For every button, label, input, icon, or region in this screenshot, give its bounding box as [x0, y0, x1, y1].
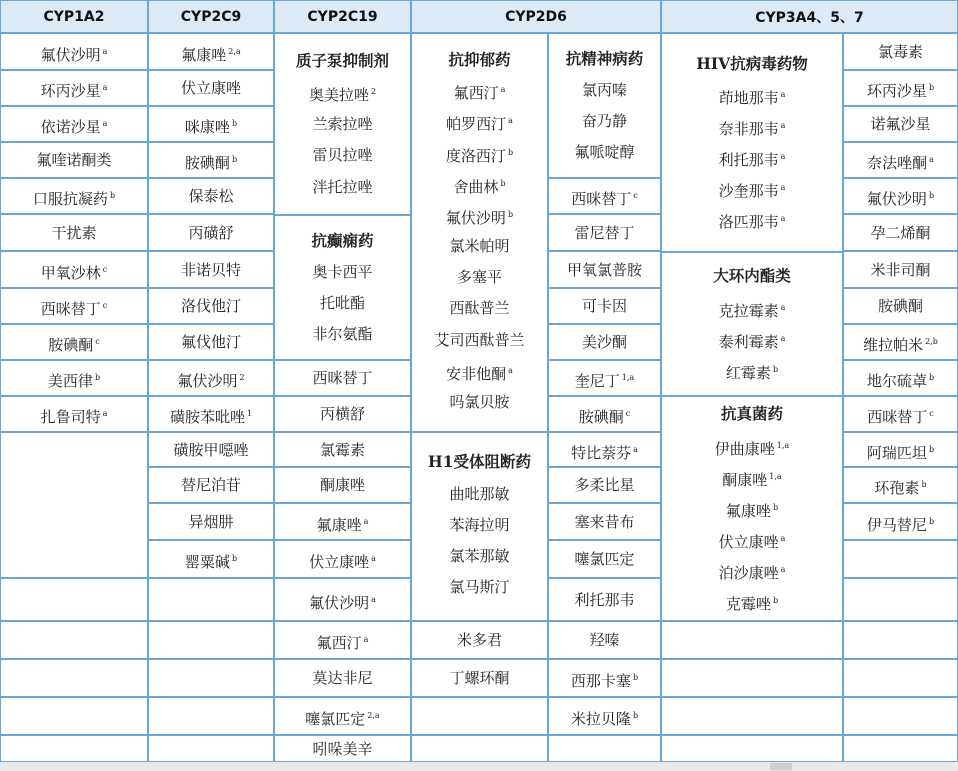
- cyp3a4-empty: [661, 659, 843, 697]
- cyp2c9-drug: 洛伐他汀: [180, 297, 241, 315]
- cyp1a2-drug: 甲氧沙林 $^c$: [40, 263, 108, 282]
- cyp3a4-empty: [843, 659, 958, 697]
- cyp2c9-drug: 异烟肼: [188, 512, 234, 531]
- cyp2c19-drug: 托吡酯: [319, 294, 365, 312]
- cyp3a4-hiv-title: HIV抗病毒药物: [696, 54, 808, 73]
- cyp2d6-drug: 米多君: [456, 631, 502, 649]
- cyp2d6-drug: 艾司西酞普兰: [434, 331, 525, 349]
- cyp3a4-drug: 氯毒素: [877, 42, 923, 61]
- cyp2c19-drug: 噻氯匹定 $^{2,a}$: [305, 710, 380, 728]
- cyp2d6-drug: 度洛西汀 $^b$: [445, 147, 514, 165]
- cyp3a4-drug: 伏立康唑 $^a$: [718, 533, 786, 551]
- cyp2c19-drug: 丙横舒: [319, 405, 365, 423]
- cyp2c9-empty: [148, 659, 274, 697]
- cyp2d6-drug: 西酞普兰: [449, 299, 510, 317]
- cyp2d6-drug: 胺碘酮 $^c$: [578, 408, 631, 426]
- cyp3a4-drug: 酮康唑 $^{1,a}$: [722, 471, 782, 489]
- cyp3a4-empty: [661, 621, 843, 659]
- page-icon: [770, 763, 792, 770]
- cyp2d6-drug: 利托那韦: [574, 590, 635, 609]
- cyp1a2-empty: [0, 735, 148, 762]
- cyp3a4-macrolide-title: 大环内酯类: [713, 266, 791, 285]
- cyp2c19-drug: 氯霉素: [319, 440, 365, 459]
- cyp2c9-drug: 氟伏沙明 $^2$: [177, 372, 245, 390]
- cyp3a4-drug: 米非司酮: [870, 260, 931, 279]
- cyp2c19-antiepileptic-title: 抗癫痫药: [311, 231, 374, 250]
- cyp1a2-empty: [0, 697, 148, 735]
- cyp3a4-drug: 地尔硫䓬 $^b$: [866, 372, 935, 390]
- cyp3a4-drug: 泰利霉素 $^a$: [718, 333, 786, 351]
- cyp3a4-antifungal-title: 抗真菌药: [720, 404, 783, 423]
- cyp2d6-drug: 氯马斯汀: [449, 578, 510, 596]
- cyp2c9-drug: 氟康唑 $^{2,a}$: [181, 45, 241, 64]
- cyp2c9-drug: 丙磺舒: [188, 223, 234, 242]
- cyp2c9-drug: 伏立康唑: [180, 79, 241, 97]
- cyp3a4-empty: [661, 735, 843, 762]
- cyp2c9-drug: 非诺贝特: [180, 260, 241, 279]
- cyp2d6-drug: 奎尼丁 $^{1,a}$: [574, 372, 635, 390]
- cyp2d6-drug: 多柔比星: [574, 476, 635, 494]
- cyp2c9-drug: 磺胺甲噁唑: [173, 440, 249, 459]
- cyp2c19-drug: 非尔氨酯: [312, 325, 373, 343]
- cyp1a2-drug: 口服抗凝药 $^b$: [32, 190, 116, 208]
- cyp2c9-drug: 罂粟碱 $^b$: [184, 553, 238, 571]
- cyp2c19-drug: 泮托拉唑: [312, 178, 373, 196]
- cyp2c19-ppi-title: 质子泵抑制剂: [295, 51, 389, 70]
- header-cyp2d6: CYP2D6: [411, 0, 661, 33]
- cyp2d6-drug: 奋乃静: [581, 112, 627, 130]
- cyp3a4-drug: 红霉素 $^b$: [725, 364, 779, 382]
- cyp2d6-drug: 苯海拉明: [449, 516, 510, 534]
- cyp3a4-drug: 环孢素 $^b$: [874, 479, 927, 497]
- cyp1a2-empty: [0, 659, 148, 697]
- header-cyp2c19: CYP2C19: [274, 0, 411, 33]
- cyp1a2-drug: 扎鲁司特 $^a$: [40, 408, 108, 426]
- cyp2d6-drug: 羟嗪: [589, 631, 620, 649]
- cyp3a4-drug: 沙奎那韦 $^a$: [718, 182, 786, 200]
- cyp2c19-drug: 奥美拉唑 $^2$: [308, 86, 377, 104]
- cyp2d6-empty: [548, 735, 661, 762]
- cyp2d6-drug: 舍曲林 $^b$: [453, 178, 506, 196]
- cyp3a4-drug: 利托那韦 $^a$: [718, 151, 786, 169]
- cyp2c19-drug: 兰索拉唑: [312, 115, 373, 133]
- cyp3a4-drug: 西咪替丁 $^c$: [867, 408, 934, 426]
- cyp2d6-drug: 美沙酮: [581, 333, 627, 351]
- cyp2d6-drug: 米拉贝隆 $^b$: [570, 710, 639, 728]
- cyp2d6-drug: 西咪替丁 $^c$: [571, 190, 638, 208]
- cyp2d6-drug: 氯米帕明: [449, 237, 510, 255]
- cyp1a2-drug: 胺碘酮 $^c$: [48, 336, 100, 354]
- cyp3a4-drug: 维拉帕米 $^{2,b}$: [863, 336, 938, 354]
- cyp2d6-empty: [411, 735, 548, 762]
- cyp2d6-drug: 氟西汀 $^a$: [453, 84, 506, 102]
- cyp3a4-empty: [843, 578, 958, 621]
- cyp3a4-drug: 阿瑞匹坦 $^b$: [866, 443, 935, 462]
- cyp2c9-drug: 氟伐他汀: [180, 333, 241, 351]
- cyp2d6-drug: 塞来昔布: [574, 512, 635, 531]
- cyp3a4-empty: [843, 735, 958, 762]
- cyp3a4-drug: 伊曲康唑 $^{1,a}$: [714, 440, 790, 458]
- cyp1a2-drug: 干扰素: [51, 223, 97, 242]
- cyp2c19-drug: 酮康唑: [319, 476, 365, 494]
- cyp2d6-drug: 西那卡塞 $^b$: [570, 672, 639, 690]
- cyp2d6-drug: 可卡因: [581, 297, 627, 315]
- cyp2c9-empty: [148, 735, 274, 762]
- cyp1a2-drug: 氟喹诺酮类: [36, 151, 112, 169]
- cyp3a4-drug: 茚地那韦 $^a$: [718, 89, 786, 107]
- cyp1a2-drug: 西咪替丁 $^c$: [40, 300, 108, 318]
- cyp2d6-antidepressant-title: 抗抑郁药: [448, 50, 511, 69]
- cyp3a4-drug: 克拉霉素 $^a$: [718, 302, 786, 320]
- cyp2c19-drug: 氟伏沙明 $^a$: [309, 593, 376, 612]
- cyp2c9-drug: 咪康唑 $^b$: [184, 118, 238, 136]
- cyp2d6-drug: 曲吡那敏: [449, 485, 510, 503]
- cyp2c19-drug: 西咪替丁: [312, 369, 373, 387]
- cyp1a2-empty: [0, 432, 148, 578]
- cyp3a4-empty: [843, 621, 958, 659]
- cyp2d6-antipsychotic-title: 抗精神病药: [565, 49, 644, 68]
- cyp2c9-drug: 替尼泊苷: [180, 476, 241, 494]
- cyp3a4-drug: 环丙沙星 $^b$: [866, 82, 935, 100]
- cyp2c19-drug: 氟康唑 $^a$: [316, 515, 369, 534]
- cyp2c19-drug: 伏立康唑 $^a$: [309, 553, 376, 571]
- cyp2c19-drug: 吲哚美辛: [312, 739, 373, 758]
- cyp3a4-drug: 奈法唑酮 $^a$: [867, 154, 934, 172]
- cyp3a4-empty: [843, 540, 958, 578]
- cyp1a2-drug: 依诺沙星 $^a$: [40, 118, 108, 136]
- cyp3a4-drug: 克霉唑 $^b$: [725, 595, 779, 613]
- cyp2d6-drug: 噻氯匹定: [574, 550, 635, 568]
- cyp1a2-drug: 美西律 $^b$: [47, 372, 101, 390]
- cyp2d6-drug: 吗氯贝胺: [449, 393, 510, 411]
- cyp2d6-h1-title: H1受体阻断药: [428, 452, 531, 471]
- cyp3a4-drug: 胺碘酮: [877, 297, 923, 315]
- cyp3a4-drug: 伊马替尼 $^b$: [866, 515, 935, 534]
- cyp3a4-empty: [661, 697, 843, 735]
- footer-bar: [0, 762, 958, 771]
- cyp2c9-drug: 磺胺苯吡唑 $^1$: [169, 408, 253, 426]
- cyp2d6-drug: 多塞平: [456, 268, 502, 286]
- cyp2d6-drug: 安非他酮 $^a$: [446, 365, 513, 383]
- cyp2c19-drug: 雷贝拉唑: [312, 146, 373, 164]
- cyp1a2-empty: [0, 578, 148, 621]
- cyp2c9-empty: [148, 578, 274, 621]
- cyp3a4-drug: 孕二烯酮: [870, 223, 931, 242]
- cyp3a4-drug: 洛匹那韦 $^a$: [718, 213, 786, 231]
- cyp1a2-drug: 氟伏沙明 $^a$: [40, 45, 108, 64]
- cyp2c9-empty: [148, 697, 274, 735]
- cyp3a4-drug: 氟伏沙明 $^b$: [866, 190, 935, 208]
- cyp3a4-drug: 氟康唑 $^b$: [725, 502, 779, 520]
- header-cyp2c9: CYP2C9: [148, 0, 274, 33]
- cyp2d6-drug: 氟伏沙明 $^b$: [445, 209, 514, 227]
- cyp1a2-empty: [0, 621, 148, 659]
- cyp2d6-drug: 特比萘芬 $^a$: [571, 443, 638, 462]
- cyp2c9-drug: 胺碘酮 $^b$: [184, 154, 238, 172]
- header-cyp3a4: CYP3A4、5、7: [661, 0, 958, 33]
- cyp2d6-drug: 氟哌啶醇: [574, 143, 635, 161]
- cyp3a4-empty: [843, 697, 958, 735]
- cyp2d6-empty: [411, 697, 548, 735]
- cyp2c19-drug: 莫达非尼: [312, 669, 373, 687]
- cyp2c9-empty: [148, 621, 274, 659]
- cyp2c19-drug: 氟西汀 $^a$: [316, 634, 369, 652]
- cyp2d6-drug: 丁螺环酮: [449, 669, 510, 687]
- cyp2d6-drug: 甲氧氯普胺: [566, 260, 642, 279]
- cyp1a2-drug: 环丙沙星 $^a$: [40, 82, 108, 100]
- cyp3a4-drug: 诺氟沙星: [870, 115, 931, 133]
- header-cyp1a2: CYP1A2: [0, 0, 148, 33]
- cyp2c9-drug: 保泰松: [188, 187, 234, 205]
- cyp3a4-drug: 泊沙康唑 $^a$: [718, 564, 786, 582]
- cyp3a4-drug: 奈非那韦 $^a$: [718, 120, 786, 138]
- cyp2c19-drug: 奥卡西平: [312, 263, 373, 281]
- cyp2d6-drug: 氯苯那敏: [449, 547, 510, 565]
- cyp2d6-drug: 氯丙嗪: [581, 81, 627, 99]
- cyp2d6-drug: 雷尼替丁: [574, 223, 635, 242]
- cyp2d6-drug: 帕罗西汀 $^a$: [446, 115, 513, 133]
